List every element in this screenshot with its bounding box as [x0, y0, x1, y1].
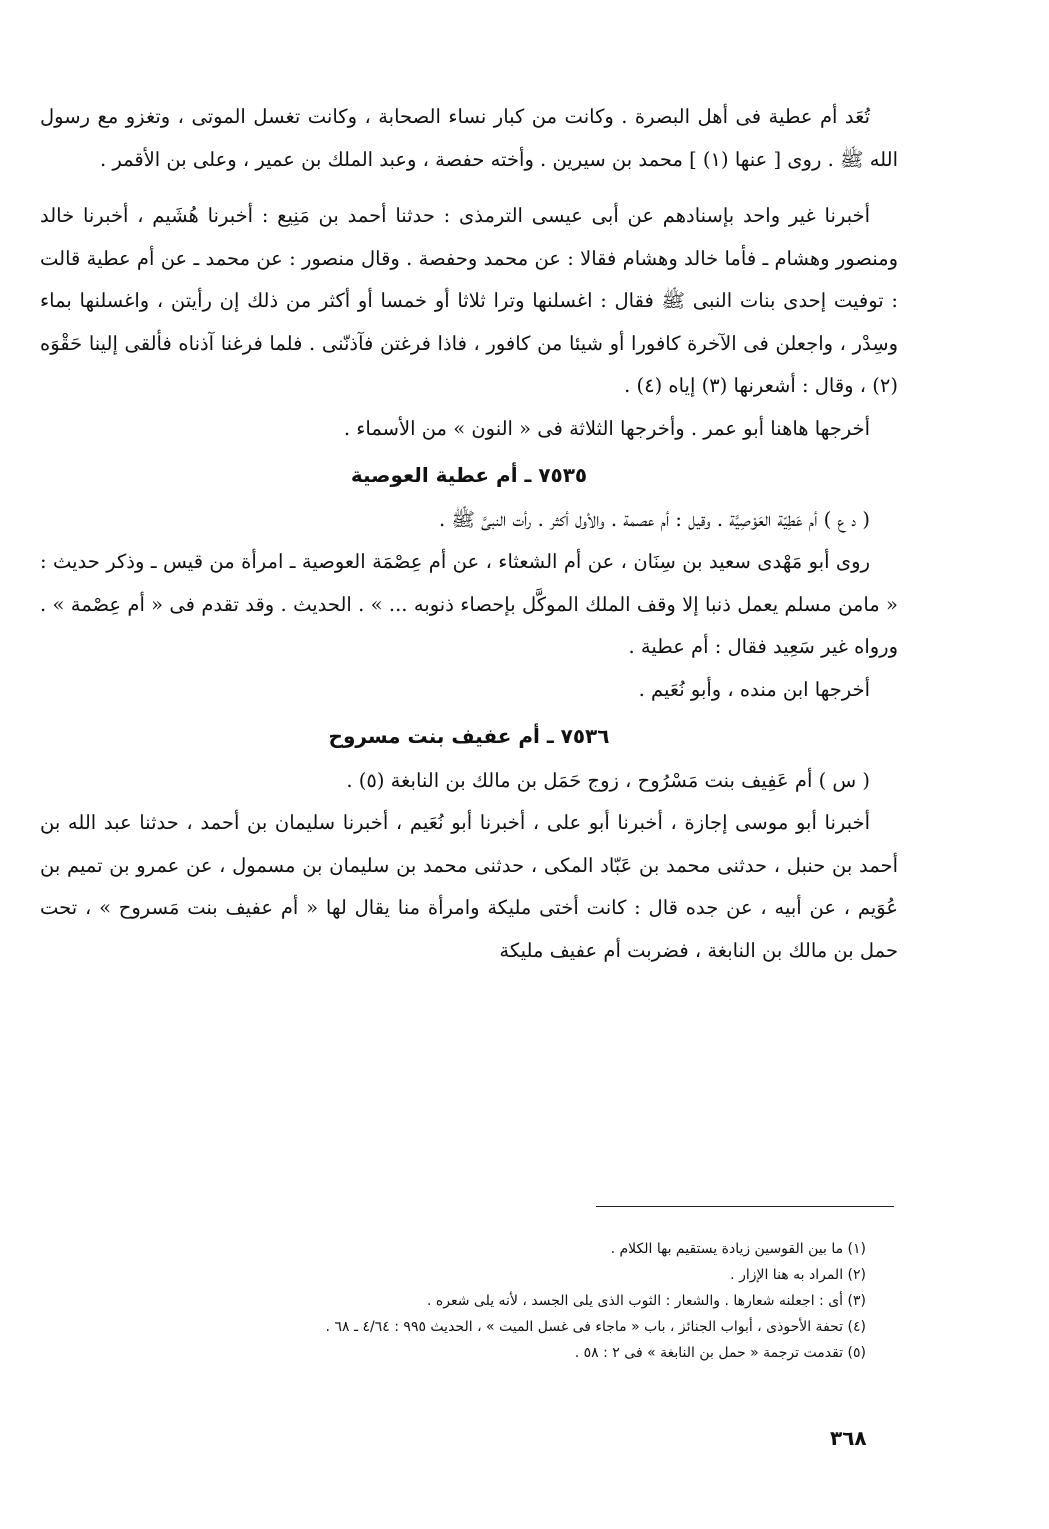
footnote-5: (٥) تقدمت ترجمة « حمل بن النابغة » فى ٢ : ٥٨ . [574, 1345, 866, 1361]
paragraph-afif-intro: ( س ) أم عَفِيف بنت مَسْرُوح ، زوج حَمَل بن مالك بن النابغة (٥) . [346, 768, 870, 792]
paragraph-isnad-tirmidhi: أخبرنا غير واحد بإسنادهم عن أبى عيسى الترمذى : حدثنا أحمد بن مَنِيع : أخبرنا هُشَيم ، أخبرنا خالد ومنصور وهشام ـ فأما خالد وهشام فقالا : عن محمد وحفصة . وقال منصور : عن محمد ـ عن أم عطية قالت : توفيت إحدى بنات النبى ﷺ فقال : اغسلنها وترا ثلاثا أو خمسا أو أكثر من ذلك إن رأيتن ، واغسلنها بماء وسِدْر ، واجعلن فى الآخرة كافورا أو شيئا من كافور ، فاذا فرغتن فآذنّنى . فلما فرغنا آذناه فألقى إلينا حَقْوَه (٢) ، وقال : أشعرنها (٣) إياه (٤) . [40, 204, 898, 397]
paragraph-afif-isnad: أخبرنا أبو موسى إجازة ، أخبرنا أبو على ، أخبرنا أبو نُعَيم ، أخبرنا سليمان بن أحمد ، حدثنا عبد الله بن أحمد بن حنبل ، حدثنى محمد بن عَبّاد المكى ، حدثنى محمد بن سليمان بن مسمول ، عن عمرو بن تميم بن عُوَيم ، عن أبيه ، عن جده قال : كانت أختى مليكة وامرأة منا يقال لها « أم عفيف بنت مَسروح » ، تحت حمل بن مالك بن النابغة ، فضربت أم عفيف مليكة [40, 811, 898, 962]
page-number: ٣٦٨ [830, 1426, 867, 1450]
paragraph-attribution-1: أخرجها هاهنا أبو عمر . وأخرجها الثلاثة فى « النون » من الأسماء . [343, 416, 870, 440]
entry-heading-7536: ٧٥٣٦ ـ أم عفيف بنت مسروح [328, 724, 610, 748]
entry-heading-7535: ٧٥٣٥ ـ أم عطية العوصية [350, 463, 588, 487]
paragraph-awsiyya-intro: ( د ع ) أم عَطِيّة العَوْصِيَّة . وقيل : أم عصمة . والأول أكثر . رأت النبىَّ ﷺ . [438, 507, 870, 531]
main-text [40, 96, 898, 972]
footnote-divider [596, 1206, 894, 1207]
paragraph-umm-atiyya-intro: تُعَد أم عطية فى أهل البصرة . وكانت من كبار نساء الصحابة ، وكانت تغسل الموتى ، وتغزو مع رسول الله ﷺ . روى [ عنها (١) ] محمد بن سيرين . وأخته حفصة ، وعبد الملك بن عمير ، وعلى بن الأقمر . [40, 105, 898, 171]
footnote-4: (٤) تحفة الأحوذى ، أبواب الجنائز ، باب « ماجاء فى غسل الميت » ، الحديث ٩٩٥ : ٤/٦٤ ـ ٦٨ . [325, 1319, 866, 1335]
paragraph-awsiyya-hadith: روى أبو مَهْدى سعيد بن سِنَان ، عن أم الشعثاء ، عن أم عِصْمَة العوصية ـ امرأة من قيس ـ وذكر حديث : « مامن مسلم يعمل ذنبا إلا وقف الملك الموكَّل بإحصاء ذنوبه ... » . الحديث . وقد تقدم فى « أم عِصْمة » . ورواه غير سَعِيد فقال : أم عطية . [40, 550, 898, 658]
footnote-3: (٣) أى : اجعلنه شعارها . والشعار : الثوب الذى يلى الجسد ، لأنه يلى شعره . [427, 1293, 866, 1309]
footnotes [150, 1236, 866, 1366]
paragraph-attribution-2: أخرجها ابن منده ، وأبو نُعَيم . [638, 677, 870, 701]
footnote-2: (٢) المراد به هنا الإزار . [730, 1267, 866, 1283]
footnote-1: (١) ما بين القوسين زيادة يستقيم بها الكلام . [610, 1241, 866, 1257]
